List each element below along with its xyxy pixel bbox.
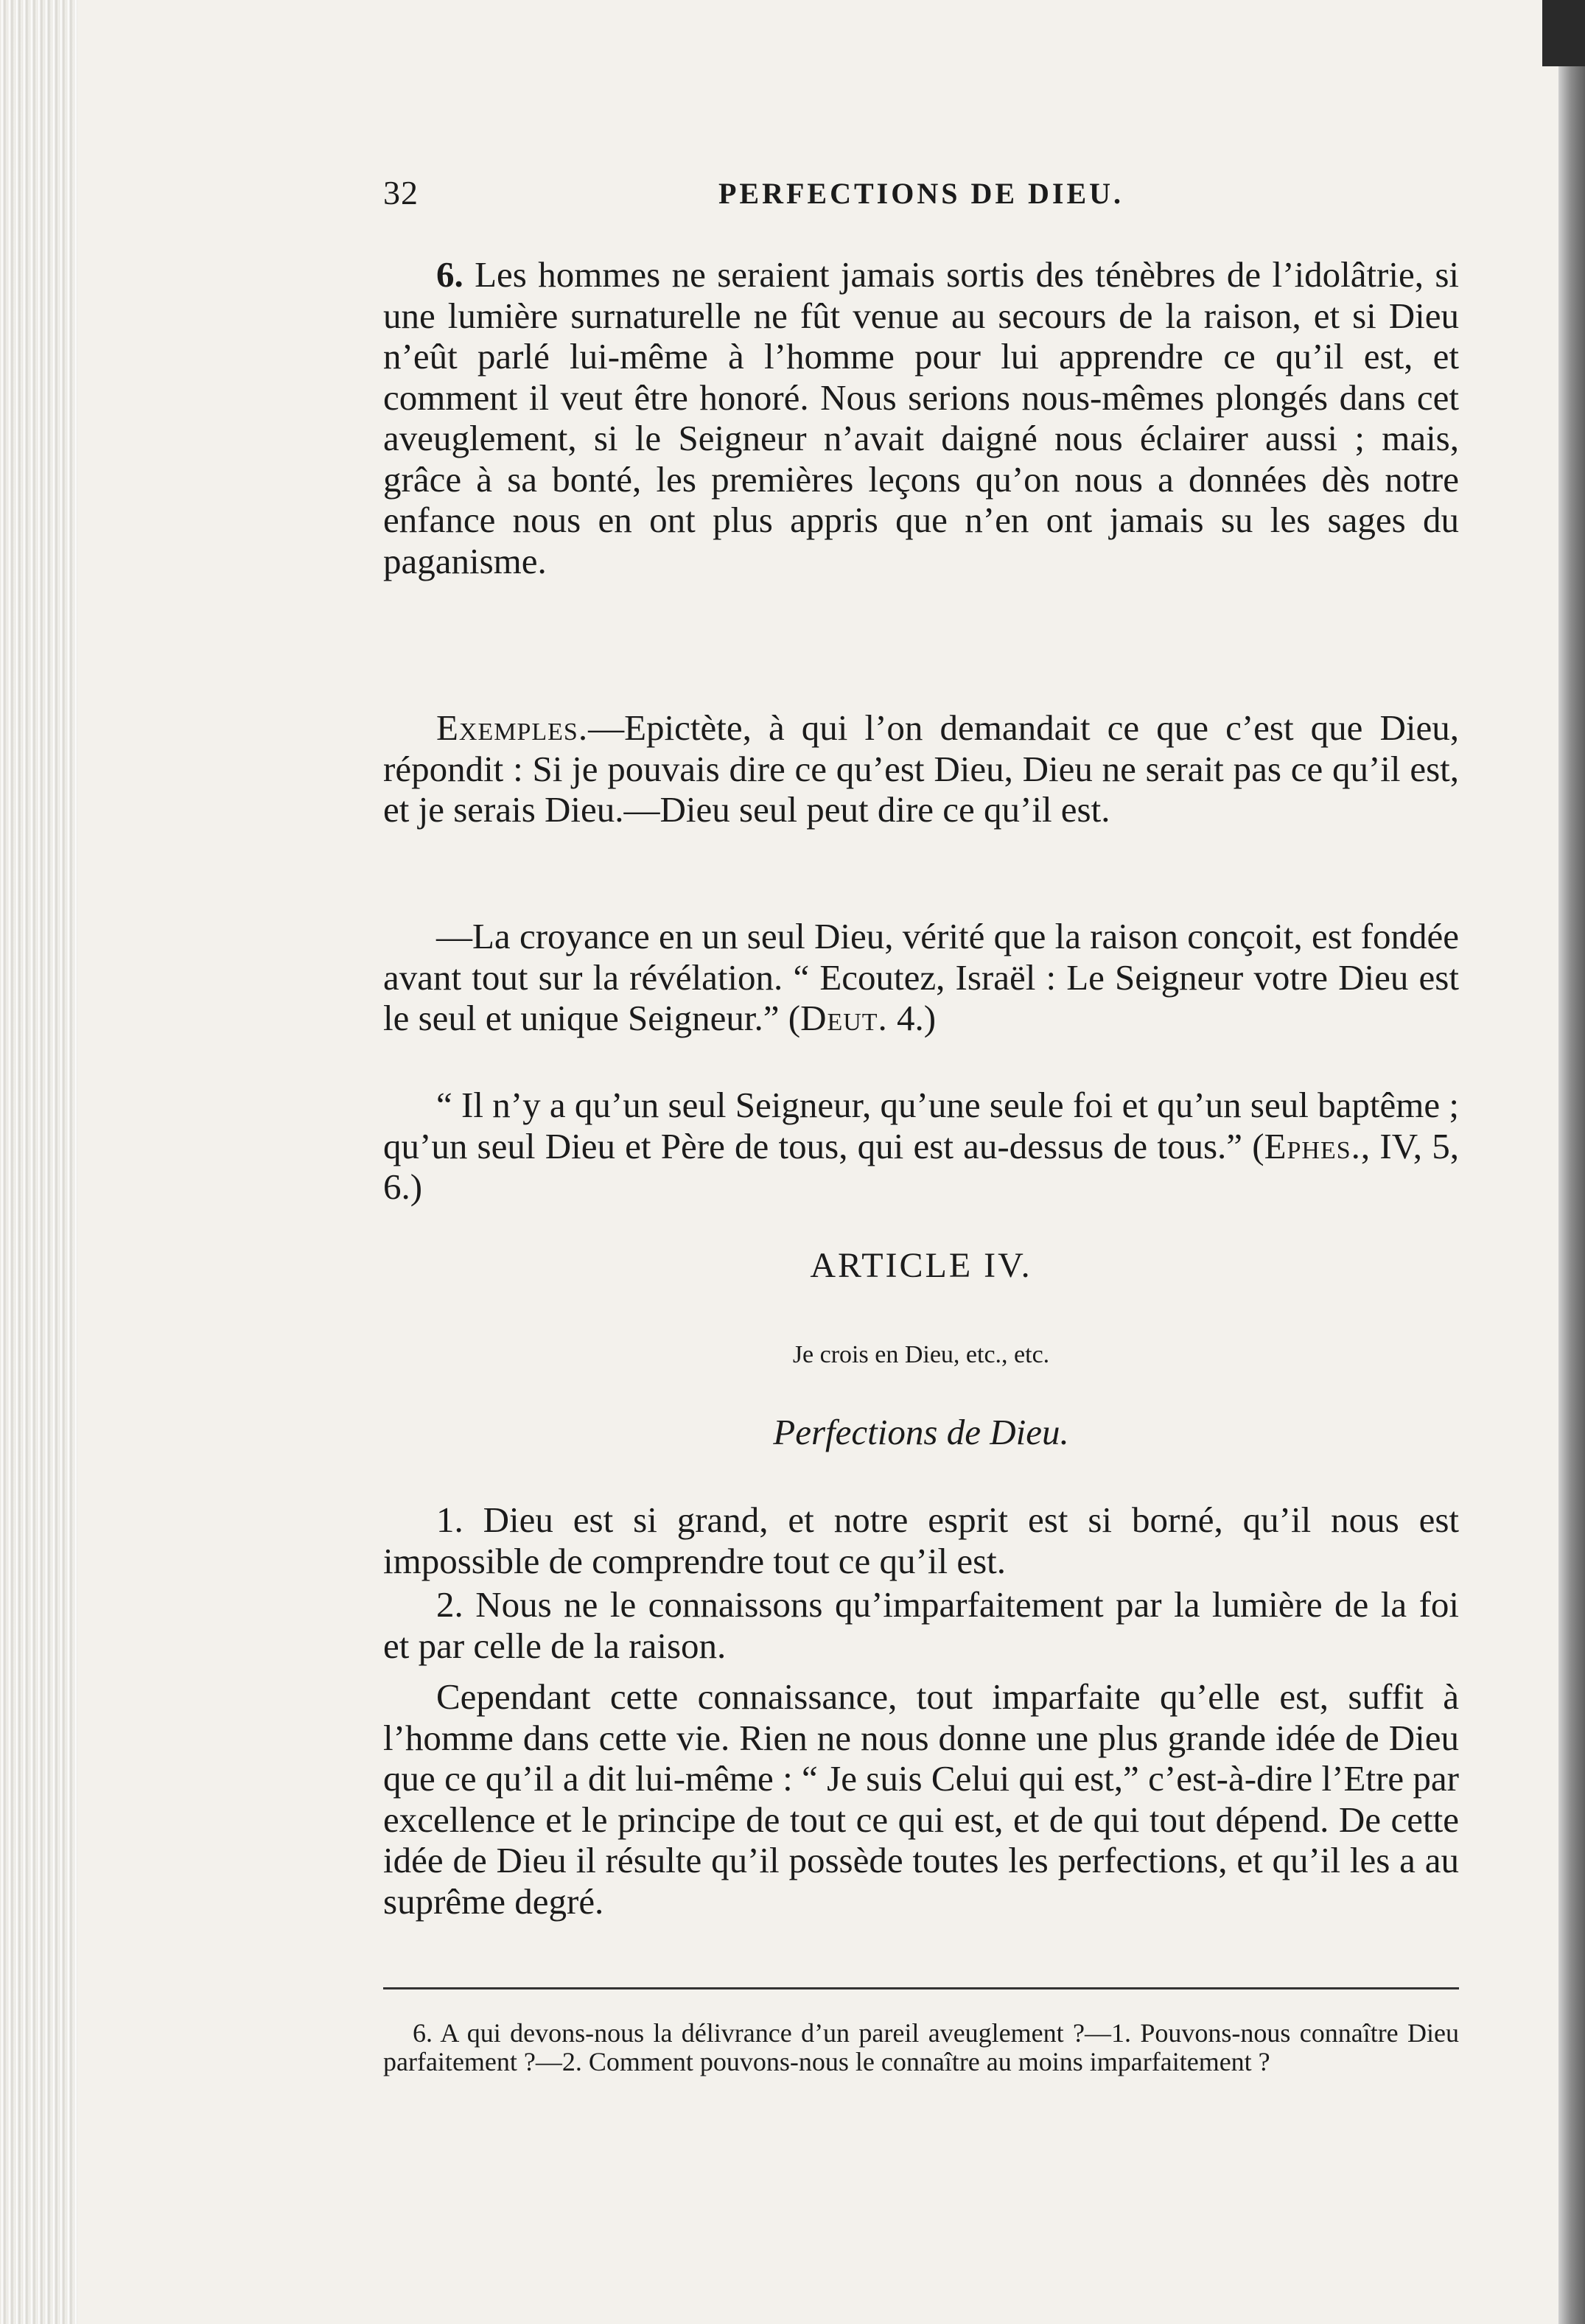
paragraph-text: Les hommes ne seraient jamais sortis des ténèbres de l’idolâtrie, si une lumière surnaturelle ne fût venue au secours de la raison, et si Dieu n’eût parlé lui-même à l’homme pour lui apprendre ce qu’il est, et comment il veut être honoré. Nous serions nous-mêmes plongés dans cet aveuglement, si le Seigneur n’avait daigné nous éclairer aussi ; mais, grâce à sa bonté, les premières leçons qu’on nous a données dès notre enfance nous en ont plus appris que n’en ont jamais su les sages du paganisme. bbox=[383, 254, 1460, 581]
point-2 bbox=[383, 1584, 1459, 1666]
footnote-divider bbox=[383, 1987, 1459, 1989]
quote-text: —La croyance en un seul Dieu, vérité que la raison conçoit, est fondée avant tout sur la révélation. “ Ecoutez, Israël : Le Seigneur votre Dieu est le seul et unique Seigneur.” ( bbox=[383, 916, 1459, 1038]
quote-reference-end: 4.) bbox=[887, 998, 937, 1038]
paragraph-6 bbox=[383, 254, 1459, 581]
point-text: Dieu est si grand, et notre esprit est si borné, qu’il nous est impossible de comprendre tout ce qu’il est. bbox=[383, 1499, 1460, 1581]
quote-reference: Ephes. bbox=[1264, 1125, 1361, 1166]
paragraph-number: 6. bbox=[436, 254, 463, 295]
scan-corner-shadow bbox=[1542, 0, 1585, 66]
running-title: PERFECTIONS DE DIEU. bbox=[718, 177, 1124, 210]
book-page bbox=[383, 173, 1459, 2236]
point-1 bbox=[383, 1499, 1459, 1581]
scan-right-border bbox=[1558, 0, 1585, 2324]
quote-text: “ Il n’y a qu’un seul Seigneur, qu’une seule foi et qu’un seul baptême ; qu’un seul Dieu et Père de tous, qui est au-dessus de tous.” ( bbox=[383, 1085, 1459, 1166]
examples-label: Exemples. bbox=[436, 707, 589, 748]
point-text: Nous ne le connaissons qu’imparfaitement par la lumière de la foi et par celle de la raison. bbox=[383, 1584, 1460, 1666]
article-subtitle: Je crois en Dieu, etc., etc. bbox=[792, 1341, 1050, 1368]
article-title: ARTICLE IV. bbox=[810, 1246, 1032, 1285]
quote-reference-end: , IV, 5, 6.) bbox=[383, 1125, 1460, 1207]
quote-ephesians bbox=[383, 1085, 1459, 1208]
examples-text: —Epictète, à qui l’on demandait ce que c’est que Dieu, répondit : Si je pouvais dire ce qu’est Dieu, Dieu ne serait pas ce qu’il est, et je serais Dieu.—Dieu seul peut dire ce qu’il est. bbox=[383, 707, 1459, 830]
quote-reference: Deut. bbox=[800, 998, 888, 1038]
point-number: 1. bbox=[436, 1499, 463, 1540]
running-header bbox=[383, 173, 1459, 225]
article-heading: Perfections de Dieu. bbox=[773, 1412, 1069, 1452]
footnote: 6. A qui devons-nous la délivrance d’un pareil aveuglement ?—1. Pouvons-nous connaître Dieu parfaitement ?—2. Comment pouvons-nous le connaître au moins imparfaitement ? bbox=[383, 2018, 1459, 2076]
examples-paragraph bbox=[383, 707, 1459, 830]
book-page-edges bbox=[0, 0, 77, 2324]
closing-paragraph: Cependant cette connaissance, tout imparfaite qu’elle est, suffit à l’homme dans cette vie. Rien ne nous donne une plus grande idée de Dieu que ce qu’il a dit lui-même : “ Je suis Celui qui est,” c’est-à-dire l’Etre par excellence et le principe de tout ce qui est, et de qui tout dépend. De cette idée de Dieu il résulte qu’il possède toutes les perfections, et qu’il les a au suprême degré. bbox=[383, 1676, 1459, 1922]
page-number: 32 bbox=[383, 174, 419, 211]
point-number: 2. bbox=[436, 1584, 463, 1625]
quote-deuteronomy bbox=[383, 916, 1459, 1039]
